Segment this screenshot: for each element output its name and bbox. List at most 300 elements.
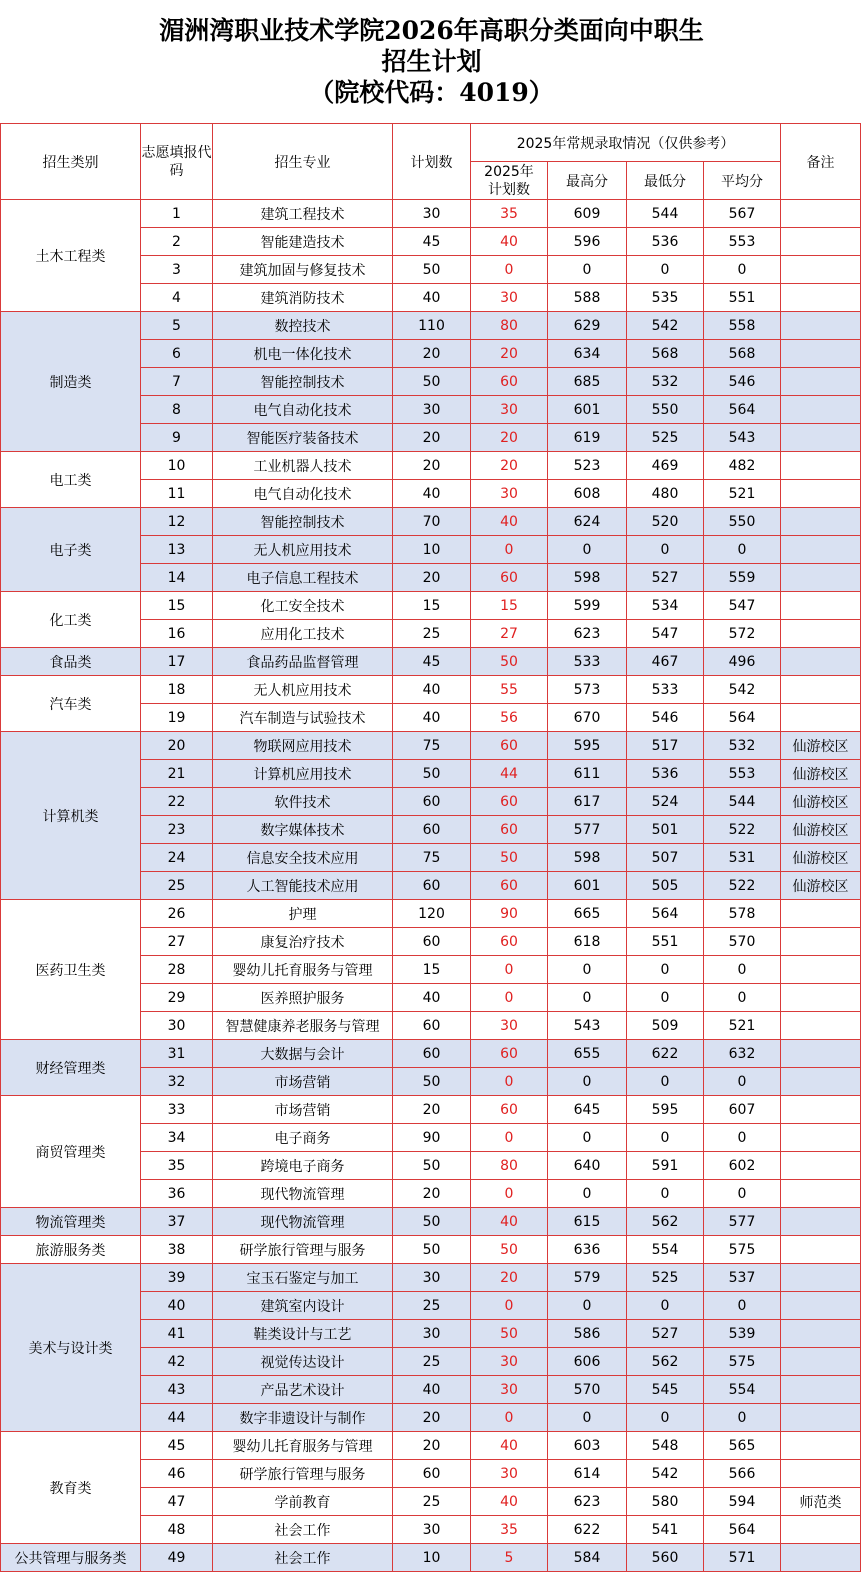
- min-score-cell: 535: [627, 284, 704, 312]
- major-cell: 数字媒体技术: [213, 816, 393, 844]
- major-cell: 康复治疗技术: [213, 928, 393, 956]
- prev-plan-cell: 56: [471, 704, 548, 732]
- avg-score-cell: 575: [704, 1348, 781, 1376]
- avg-score-cell: 521: [704, 480, 781, 508]
- avg-score-cell: 546: [704, 368, 781, 396]
- note-cell: 仙游校区: [781, 844, 861, 872]
- plan-cell: 75: [393, 844, 471, 872]
- avg-score-cell: 550: [704, 508, 781, 536]
- plan-cell: 60: [393, 872, 471, 900]
- min-score-cell: 544: [627, 200, 704, 228]
- note-cell: [781, 928, 861, 956]
- code-cell: 24: [141, 844, 213, 872]
- min-score-cell: 0: [627, 1180, 704, 1208]
- table-row: [1, 1236, 861, 1264]
- major-cell: 学前教育: [213, 1488, 393, 1516]
- prev-plan-cell: 20: [471, 424, 548, 452]
- category-cell: 财经管理类: [1, 1040, 141, 1096]
- plan-cell: 90: [393, 1124, 471, 1152]
- major-cell: 宝玉石鉴定与加工: [213, 1264, 393, 1292]
- note-cell: [781, 368, 861, 396]
- max-score-cell: 570: [548, 1376, 627, 1404]
- major-cell: 物联网应用技术: [213, 732, 393, 760]
- max-score-cell: 614: [548, 1460, 627, 1488]
- code-cell: 41: [141, 1320, 213, 1348]
- plan-cell: 120: [393, 900, 471, 928]
- min-score-cell: 580: [627, 1488, 704, 1516]
- major-cell: 医养照护服务: [213, 984, 393, 1012]
- avg-score-cell: 571: [704, 1544, 781, 1572]
- table-body: [1, 200, 861, 1572]
- prev-plan-cell: 60: [471, 1040, 548, 1068]
- code-cell: 10: [141, 452, 213, 480]
- code-cell: 22: [141, 788, 213, 816]
- prev-plan-cell: 30: [471, 1012, 548, 1040]
- major-cell: 智能控制技术: [213, 508, 393, 536]
- note-cell: [781, 424, 861, 452]
- note-cell: [781, 508, 861, 536]
- min-score-cell: 517: [627, 732, 704, 760]
- avg-score-cell: 565: [704, 1432, 781, 1460]
- plan-cell: 50: [393, 1068, 471, 1096]
- min-score-cell: 536: [627, 228, 704, 256]
- plan-cell: 15: [393, 592, 471, 620]
- avg-score-cell: 632: [704, 1040, 781, 1068]
- min-score-cell: 527: [627, 1320, 704, 1348]
- code-cell: 42: [141, 1348, 213, 1376]
- major-cell: 研学旅行管理与服务: [213, 1460, 393, 1488]
- code-cell: 6: [141, 340, 213, 368]
- plan-cell: 20: [393, 1180, 471, 1208]
- header-category: 招生类别: [1, 124, 141, 200]
- prev-plan-cell: 35: [471, 1516, 548, 1544]
- category-cell: 旅游服务类: [1, 1236, 141, 1264]
- major-cell: 电气自动化技术: [213, 396, 393, 424]
- note-cell: [781, 564, 861, 592]
- table-row: [1, 452, 861, 480]
- plan-cell: 40: [393, 704, 471, 732]
- code-cell: 14: [141, 564, 213, 592]
- max-score-cell: 608: [548, 480, 627, 508]
- header-major: 招生专业: [213, 124, 393, 200]
- major-cell: 鞋类设计与工艺: [213, 1320, 393, 1348]
- code-cell: 27: [141, 928, 213, 956]
- table-row: [1, 1096, 861, 1124]
- max-score-cell: 596: [548, 228, 627, 256]
- avg-score-cell: 521: [704, 1012, 781, 1040]
- min-score-cell: 0: [627, 1292, 704, 1320]
- avg-score-cell: 0: [704, 1404, 781, 1432]
- avg-score-cell: 0: [704, 1124, 781, 1152]
- code-cell: 48: [141, 1516, 213, 1544]
- code-cell: 49: [141, 1544, 213, 1572]
- max-score-cell: 601: [548, 872, 627, 900]
- plan-cell: 60: [393, 1460, 471, 1488]
- note-cell: [781, 1152, 861, 1180]
- max-score-cell: 640: [548, 1152, 627, 1180]
- avg-score-cell: 568: [704, 340, 781, 368]
- major-cell: 智慧健康养老服务与管理: [213, 1012, 393, 1040]
- category-cell: 电工类: [1, 452, 141, 508]
- note-cell: [781, 1264, 861, 1292]
- major-cell: 视觉传达设计: [213, 1348, 393, 1376]
- major-cell: 护理: [213, 900, 393, 928]
- plan-cell: 50: [393, 368, 471, 396]
- note-cell: [781, 396, 861, 424]
- avg-score-cell: 553: [704, 760, 781, 788]
- max-score-cell: 586: [548, 1320, 627, 1348]
- avg-score-cell: 558: [704, 312, 781, 340]
- category-cell: 化工类: [1, 592, 141, 648]
- max-score-cell: 618: [548, 928, 627, 956]
- code-cell: 46: [141, 1460, 213, 1488]
- plan-cell: 20: [393, 564, 471, 592]
- max-score-cell: 523: [548, 452, 627, 480]
- prev-plan-cell: 30: [471, 480, 548, 508]
- note-cell: [781, 1404, 861, 1432]
- major-cell: 无人机应用技术: [213, 536, 393, 564]
- min-score-cell: 527: [627, 564, 704, 592]
- table-row: [1, 648, 861, 676]
- max-score-cell: 0: [548, 1180, 627, 1208]
- avg-score-cell: 566: [704, 1460, 781, 1488]
- code-cell: 8: [141, 396, 213, 424]
- min-score-cell: 562: [627, 1348, 704, 1376]
- prev-plan-cell: 0: [471, 1292, 548, 1320]
- prev-plan-cell: 27: [471, 620, 548, 648]
- min-score-cell: 542: [627, 312, 704, 340]
- table-row: [1, 1040, 861, 1068]
- category-cell: 医药卫生类: [1, 900, 141, 1040]
- note-cell: [781, 536, 861, 564]
- min-score-cell: 533: [627, 676, 704, 704]
- max-score-cell: 623: [548, 620, 627, 648]
- min-score-cell: 505: [627, 872, 704, 900]
- major-cell: 大数据与会计: [213, 1040, 393, 1068]
- major-cell: 市场营销: [213, 1096, 393, 1124]
- max-score-cell: 599: [548, 592, 627, 620]
- plan-cell: 30: [393, 1264, 471, 1292]
- plan-cell: 50: [393, 256, 471, 284]
- table-row: [1, 1432, 861, 1460]
- major-cell: 跨境电子商务: [213, 1152, 393, 1180]
- prev-plan-cell: 40: [471, 508, 548, 536]
- avg-score-cell: 0: [704, 536, 781, 564]
- note-cell: [781, 312, 861, 340]
- major-cell: 数控技术: [213, 312, 393, 340]
- max-score-cell: 598: [548, 844, 627, 872]
- max-score-cell: 609: [548, 200, 627, 228]
- table-row: [1, 312, 861, 340]
- avg-score-cell: 575: [704, 1236, 781, 1264]
- min-score-cell: 554: [627, 1236, 704, 1264]
- note-cell: 仙游校区: [781, 760, 861, 788]
- major-cell: 现代物流管理: [213, 1208, 393, 1236]
- plan-cell: 50: [393, 760, 471, 788]
- min-score-cell: 467: [627, 648, 704, 676]
- code-cell: 43: [141, 1376, 213, 1404]
- major-cell: 软件技术: [213, 788, 393, 816]
- min-score-cell: 532: [627, 368, 704, 396]
- note-cell: 仙游校区: [781, 788, 861, 816]
- min-score-cell: 547: [627, 620, 704, 648]
- major-cell: 社会工作: [213, 1516, 393, 1544]
- note-cell: [781, 1012, 861, 1040]
- avg-score-cell: 531: [704, 844, 781, 872]
- prev-plan-cell: 60: [471, 564, 548, 592]
- plan-cell: 40: [393, 284, 471, 312]
- max-score-cell: 573: [548, 676, 627, 704]
- plan-cell: 20: [393, 1432, 471, 1460]
- note-cell: 仙游校区: [781, 732, 861, 760]
- min-score-cell: 550: [627, 396, 704, 424]
- title-line-1: 湄洲湾职业技术学院2026年高职分类面向中职生: [159, 16, 704, 45]
- prev-plan-cell: 60: [471, 368, 548, 396]
- prev-plan-cell: 30: [471, 1348, 548, 1376]
- note-cell: [781, 1516, 861, 1544]
- max-score-cell: 685: [548, 368, 627, 396]
- code-cell: 45: [141, 1432, 213, 1460]
- min-score-cell: 548: [627, 1432, 704, 1460]
- max-score-cell: 0: [548, 984, 627, 1012]
- avg-score-cell: 564: [704, 1516, 781, 1544]
- note-cell: [781, 256, 861, 284]
- prev-plan-cell: 44: [471, 760, 548, 788]
- avg-score-cell: 0: [704, 1292, 781, 1320]
- max-score-cell: 636: [548, 1236, 627, 1264]
- prev-plan-cell: 80: [471, 312, 548, 340]
- plan-cell: 20: [393, 1404, 471, 1432]
- avg-score-cell: 554: [704, 1376, 781, 1404]
- prev-plan-cell: 60: [471, 788, 548, 816]
- note-cell: 仙游校区: [781, 816, 861, 844]
- table-row: [1, 900, 861, 928]
- major-cell: 社会工作: [213, 1544, 393, 1572]
- min-score-cell: 0: [627, 256, 704, 284]
- code-cell: 2: [141, 228, 213, 256]
- prev-plan-cell: 40: [471, 1432, 548, 1460]
- code-cell: 4: [141, 284, 213, 312]
- note-cell: 师范类: [781, 1488, 861, 1516]
- max-score-cell: 543: [548, 1012, 627, 1040]
- max-score-cell: 645: [548, 1096, 627, 1124]
- prev-plan-cell: 50: [471, 1236, 548, 1264]
- max-score-cell: 611: [548, 760, 627, 788]
- code-cell: 13: [141, 536, 213, 564]
- code-cell: 47: [141, 1488, 213, 1516]
- prev-plan-cell: 60: [471, 732, 548, 760]
- max-score-cell: 0: [548, 256, 627, 284]
- note-cell: [781, 648, 861, 676]
- avg-score-cell: 594: [704, 1488, 781, 1516]
- note-cell: [781, 480, 861, 508]
- prev-plan-cell: 60: [471, 1096, 548, 1124]
- note-cell: [781, 620, 861, 648]
- min-score-cell: 469: [627, 452, 704, 480]
- min-score-cell: 560: [627, 1544, 704, 1572]
- plan-cell: 40: [393, 676, 471, 704]
- min-score-cell: 562: [627, 1208, 704, 1236]
- code-cell: 17: [141, 648, 213, 676]
- header-note: 备注: [781, 124, 861, 200]
- major-cell: 智能建造技术: [213, 228, 393, 256]
- avg-score-cell: 551: [704, 284, 781, 312]
- avg-score-cell: 543: [704, 424, 781, 452]
- major-cell: 化工安全技术: [213, 592, 393, 620]
- note-cell: [781, 1180, 861, 1208]
- code-cell: 26: [141, 900, 213, 928]
- avg-score-cell: 0: [704, 956, 781, 984]
- plan-cell: 20: [393, 340, 471, 368]
- note-cell: [781, 1040, 861, 1068]
- avg-score-cell: 602: [704, 1152, 781, 1180]
- avg-score-cell: 482: [704, 452, 781, 480]
- plan-cell: 30: [393, 396, 471, 424]
- min-score-cell: 501: [627, 816, 704, 844]
- prev-plan-cell: 60: [471, 928, 548, 956]
- min-score-cell: 622: [627, 1040, 704, 1068]
- table-row: [1, 676, 861, 704]
- prev-plan-cell: 30: [471, 1376, 548, 1404]
- note-cell: [781, 228, 861, 256]
- header-avg: 平均分: [704, 162, 781, 200]
- min-score-cell: 591: [627, 1152, 704, 1180]
- code-cell: 31: [141, 1040, 213, 1068]
- max-score-cell: 0: [548, 1124, 627, 1152]
- code-cell: 39: [141, 1264, 213, 1292]
- note-cell: [781, 1208, 861, 1236]
- note-cell: [781, 704, 861, 732]
- prev-plan-cell: 50: [471, 844, 548, 872]
- plan-cell: 25: [393, 1348, 471, 1376]
- table-row: [1, 1544, 861, 1572]
- category-cell: 土木工程类: [1, 200, 141, 312]
- prev-plan-cell: 40: [471, 228, 548, 256]
- note-cell: [781, 1236, 861, 1264]
- plan-cell: 40: [393, 984, 471, 1012]
- max-score-cell: 0: [548, 1068, 627, 1096]
- avg-score-cell: 532: [704, 732, 781, 760]
- code-cell: 7: [141, 368, 213, 396]
- code-cell: 37: [141, 1208, 213, 1236]
- plan-cell: 50: [393, 1236, 471, 1264]
- code-cell: 20: [141, 732, 213, 760]
- plan-cell: 50: [393, 1152, 471, 1180]
- avg-score-cell: 544: [704, 788, 781, 816]
- note-cell: [781, 1376, 861, 1404]
- table-row: [1, 1264, 861, 1292]
- plan-cell: 20: [393, 1096, 471, 1124]
- code-cell: 18: [141, 676, 213, 704]
- max-score-cell: 665: [548, 900, 627, 928]
- major-cell: 电子信息工程技术: [213, 564, 393, 592]
- max-score-cell: 622: [548, 1516, 627, 1544]
- note-cell: [781, 1348, 861, 1376]
- avg-score-cell: 0: [704, 256, 781, 284]
- plan-cell: 25: [393, 1292, 471, 1320]
- plan-cell: 15: [393, 956, 471, 984]
- code-cell: 35: [141, 1152, 213, 1180]
- note-cell: [781, 900, 861, 928]
- min-score-cell: 509: [627, 1012, 704, 1040]
- category-cell: 电子类: [1, 508, 141, 592]
- prev-plan-cell: 90: [471, 900, 548, 928]
- category-cell: 美术与设计类: [1, 1264, 141, 1432]
- avg-score-cell: 570: [704, 928, 781, 956]
- prev-plan-cell: 0: [471, 956, 548, 984]
- code-cell: 29: [141, 984, 213, 1012]
- note-cell: [781, 1544, 861, 1572]
- prev-plan-cell: 40: [471, 1488, 548, 1516]
- avg-score-cell: 539: [704, 1320, 781, 1348]
- prev-plan-cell: 15: [471, 592, 548, 620]
- plan-cell: 10: [393, 536, 471, 564]
- avg-score-cell: 537: [704, 1264, 781, 1292]
- max-score-cell: 588: [548, 284, 627, 312]
- plan-cell: 45: [393, 228, 471, 256]
- major-cell: 应用化工技术: [213, 620, 393, 648]
- prev-plan-cell: 30: [471, 1460, 548, 1488]
- major-cell: 计算机应用技术: [213, 760, 393, 788]
- avg-score-cell: 572: [704, 620, 781, 648]
- category-cell: 商贸管理类: [1, 1096, 141, 1208]
- avg-score-cell: 547: [704, 592, 781, 620]
- prev-plan-cell: 0: [471, 1180, 548, 1208]
- min-score-cell: 541: [627, 1516, 704, 1544]
- category-cell: 汽车类: [1, 676, 141, 732]
- prev-plan-cell: 0: [471, 256, 548, 284]
- note-cell: [781, 956, 861, 984]
- min-score-cell: 595: [627, 1096, 704, 1124]
- table-row: [1, 200, 861, 228]
- note-cell: [781, 452, 861, 480]
- max-score-cell: 623: [548, 1488, 627, 1516]
- avg-score-cell: 522: [704, 872, 781, 900]
- plan-cell: 45: [393, 648, 471, 676]
- max-score-cell: 595: [548, 732, 627, 760]
- min-score-cell: 507: [627, 844, 704, 872]
- min-score-cell: 525: [627, 424, 704, 452]
- avg-score-cell: 0: [704, 1068, 781, 1096]
- major-cell: 市场营销: [213, 1068, 393, 1096]
- header-plan: 计划数: [393, 124, 471, 200]
- prev-plan-cell: 55: [471, 676, 548, 704]
- min-score-cell: 0: [627, 984, 704, 1012]
- prev-plan-cell: 80: [471, 1152, 548, 1180]
- code-cell: 34: [141, 1124, 213, 1152]
- min-score-cell: 0: [627, 536, 704, 564]
- max-score-cell: 577: [548, 816, 627, 844]
- note-cell: [781, 284, 861, 312]
- major-cell: 婴幼儿托育服务与管理: [213, 956, 393, 984]
- max-score-cell: 0: [548, 536, 627, 564]
- min-score-cell: 0: [627, 1068, 704, 1096]
- max-score-cell: 603: [548, 1432, 627, 1460]
- prev-plan-cell: 50: [471, 1320, 548, 1348]
- min-score-cell: 0: [627, 956, 704, 984]
- plan-cell: 75: [393, 732, 471, 760]
- code-cell: 5: [141, 312, 213, 340]
- note-cell: [781, 200, 861, 228]
- max-score-cell: 617: [548, 788, 627, 816]
- major-cell: 建筑加固与修复技术: [213, 256, 393, 284]
- min-score-cell: 0: [627, 1404, 704, 1432]
- plan-cell: 25: [393, 1488, 471, 1516]
- max-score-cell: 634: [548, 340, 627, 368]
- note-cell: [781, 592, 861, 620]
- min-score-cell: 545: [627, 1376, 704, 1404]
- major-cell: 现代物流管理: [213, 1180, 393, 1208]
